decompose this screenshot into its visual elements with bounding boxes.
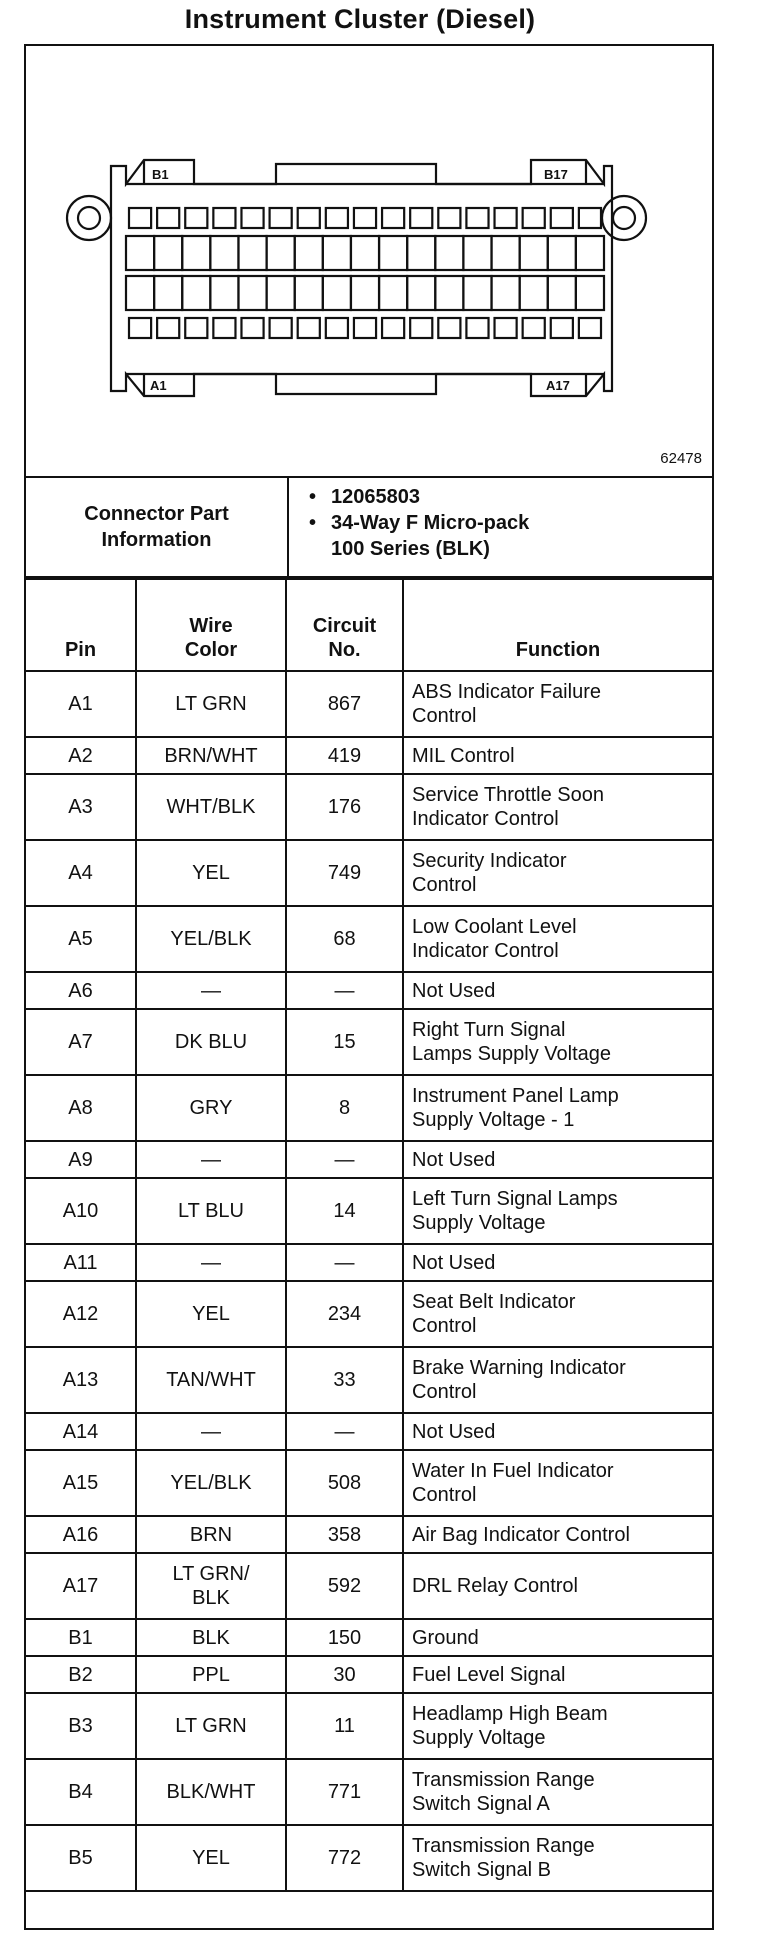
terminal-row-2 [126,236,604,270]
terminal-cavity [407,236,435,270]
terminal-cavity [579,318,601,338]
table-row [26,1825,712,1891]
cell-circuit: 150 [286,1619,403,1656]
cell-pin: A17 [26,1553,136,1619]
terminal-cavity [298,208,320,228]
cell-circuit: 11 [286,1693,403,1759]
terminal-cavity [241,318,263,338]
cell-wire-color: PPL [136,1656,286,1693]
terminal-cavity [435,276,463,310]
cell-circuit: — [286,1141,403,1178]
cell-pin: A15 [26,1450,136,1516]
terminal-cavity [182,276,210,310]
table-row [26,906,712,972]
cell-function: DRL Relay Control [403,1553,712,1619]
cell-function: Seat Belt Indicator Control [403,1281,712,1347]
cell-wire-color: BRN [136,1516,286,1553]
terminal-cavity [182,236,210,270]
table-row [26,1281,712,1347]
cell-wire-color: YEL [136,840,286,906]
cell-wire-color: LT BLU [136,1178,286,1244]
terminal-cavity [157,318,179,338]
cell-wire-color: YEL [136,1825,286,1891]
terminal-cavity [551,208,573,228]
connector-label-line1: Connector Part [84,503,229,525]
terminal-cavity [154,276,182,310]
table-row [26,1141,712,1178]
cell-pin: A8 [26,1075,136,1141]
terminal-cavity [351,236,379,270]
cell-function: Left Turn Signal Lamps Supply Voltage [403,1178,712,1244]
terminal-cavity [520,276,548,310]
cell-pin: A13 [26,1347,136,1413]
terminal-cavity [382,318,404,338]
left-mount-hole [78,207,100,229]
cell-pin: B2 [26,1656,136,1693]
cell-circuit: — [286,1413,403,1450]
connector-info-label [26,478,289,576]
terminal-cavity [495,208,517,228]
cell-circuit: 234 [286,1281,403,1347]
terminal-cavity [523,318,545,338]
table-row [26,671,712,737]
cell-pin: A9 [26,1141,136,1178]
table-row [26,1244,712,1281]
connector-sheet [24,44,714,1930]
cell-wire-color: LT GRN [136,671,286,737]
terminal-cavity [326,208,348,228]
terminal-cavity [267,276,295,310]
terminal-cavity [354,208,376,228]
terminal-cavity [213,318,235,338]
pinout-table [26,578,712,1892]
connector-label-line2: Information [101,529,212,551]
terminal-row-a [129,318,601,338]
terminal-row-b [129,208,601,228]
cell-function: Not Used [403,1244,712,1281]
terminal-cavity [295,236,323,270]
cell-function: Brake Warning Indicator Control [403,1347,712,1413]
terminal-cavity [492,276,520,310]
cell-function: Air Bag Indicator Control [403,1516,712,1553]
cell-pin: A4 [26,840,136,906]
cell-wire-color: — [136,1413,286,1450]
connector-part-number: • 12065803 [331,484,712,510]
terminal-cavity [435,236,463,270]
cell-circuit: 176 [286,774,403,840]
right-mount-ear [602,196,646,240]
cell-function: Not Used [403,972,712,1009]
cell-function: ABS Indicator Failure Control [403,671,712,737]
cell-function: Not Used [403,1141,712,1178]
terminal-cavity [495,318,517,338]
terminal-cavity [129,208,151,228]
label-b1: B1 [152,167,169,182]
connector-drawing [26,46,711,476]
terminal-cavity [492,236,520,270]
cell-pin: B3 [26,1693,136,1759]
terminal-cavity [129,318,151,338]
connector-info-row [26,478,712,578]
cell-circuit: 772 [286,1825,403,1891]
connector-description-line1: • 34-Way F Micro-pack [331,510,712,536]
figure-number: 62478 [660,450,702,467]
terminal-cavity [551,318,573,338]
table-row [26,1075,712,1141]
cell-function: Water In Fuel Indicator Control [403,1450,712,1516]
cell-wire-color: LT GRN [136,1693,286,1759]
terminal-cavity [323,236,351,270]
terminal-cavity [379,236,407,270]
cell-wire-color: TAN/WHT [136,1347,286,1413]
terminal-cavity [295,276,323,310]
cell-wire-color: BLK [136,1619,286,1656]
table-row [26,1413,712,1450]
cell-circuit: 358 [286,1516,403,1553]
cell-circuit: 8 [286,1075,403,1141]
terminal-cavity [466,318,488,338]
cell-circuit: — [286,972,403,1009]
terminal-cavity [466,208,488,228]
header-wire-color: Wire Color [136,579,286,671]
terminal-cavity [267,236,295,270]
terminal-cavity [238,236,266,270]
connector-body-outline [111,160,612,396]
cell-wire-color: — [136,972,286,1009]
terminal-cavity [410,318,432,338]
terminal-row-3 [126,276,604,310]
terminal-cavity [323,276,351,310]
cell-pin: B1 [26,1619,136,1656]
cell-function: Fuel Level Signal [403,1656,712,1693]
table-row [26,1450,712,1516]
cell-pin: A16 [26,1516,136,1553]
table-row [26,1516,712,1553]
terminal-cavity [241,208,263,228]
label-a17: A17 [546,378,570,393]
cell-wire-color: WHT/BLK [136,774,286,840]
table-row [26,1759,712,1825]
terminal-cavity [438,208,460,228]
cell-wire-color: — [136,1141,286,1178]
cell-pin: A6 [26,972,136,1009]
terminal-cavity [270,208,292,228]
cell-circuit: 14 [286,1178,403,1244]
table-row [26,1009,712,1075]
header-function: Function [403,579,712,671]
cell-circuit: 508 [286,1450,403,1516]
terminal-cavity [270,318,292,338]
cell-pin: A7 [26,1009,136,1075]
cell-pin: B5 [26,1825,136,1891]
table-row [26,774,712,840]
cell-circuit: 15 [286,1009,403,1075]
cell-function: Instrument Panel Lamp Supply Voltage - 1 [403,1075,712,1141]
cell-circuit: 30 [286,1656,403,1693]
terminal-cavity [298,318,320,338]
terminal-cavity [407,276,435,310]
terminal-cavity [238,276,266,310]
table-row [26,737,712,774]
connector-info-values [289,478,712,576]
table-header-row [26,579,712,671]
cell-wire-color: LT GRN/ BLK [136,1553,286,1619]
table-row [26,1347,712,1413]
label-b17: B17 [544,167,568,182]
terminal-cavity [463,276,491,310]
terminal-cavity [126,236,154,270]
terminal-cavity [382,208,404,228]
connector-diagram [26,46,712,478]
cell-function: MIL Control [403,737,712,774]
table-row [26,1178,712,1244]
cell-wire-color: BRN/WHT [136,737,286,774]
terminal-cavity [548,236,576,270]
label-a1: A1 [150,378,167,393]
cell-wire-color: GRY [136,1075,286,1141]
page-title: Instrument Cluster (Diesel) [184,4,536,34]
header-circuit-no: Circuit No. [286,579,403,671]
cell-circuit: — [286,1244,403,1281]
cell-circuit: 771 [286,1759,403,1825]
terminal-cavity [523,208,545,228]
terminal-cavity [379,276,407,310]
cell-circuit: 419 [286,737,403,774]
cell-pin: A2 [26,737,136,774]
cell-circuit: 749 [286,840,403,906]
terminal-cavity [438,318,460,338]
cell-pin: A12 [26,1281,136,1347]
terminal-cavity [154,236,182,270]
cell-pin: A5 [26,906,136,972]
terminal-cavity [210,236,238,270]
terminal-cavity [579,208,601,228]
cell-function: Security Indicator Control [403,840,712,906]
connector-description-line2: 100 Series (BLK) [331,538,490,560]
terminal-cavity [210,276,238,310]
left-mount-ear [67,196,111,240]
cell-function: Headlamp High Beam Supply Voltage [403,1693,712,1759]
right-mount-hole [613,207,635,229]
cell-wire-color: BLK/WHT [136,1759,286,1825]
terminal-cavity [576,236,604,270]
terminal-cavity [463,236,491,270]
terminal-cavity [576,276,604,310]
terminal-cavity [157,208,179,228]
cell-wire-color: — [136,1244,286,1281]
cell-circuit: 33 [286,1347,403,1413]
cell-pin: A11 [26,1244,136,1281]
cell-function: Not Used [403,1413,712,1450]
terminal-cavity [520,236,548,270]
cell-pin: A1 [26,671,136,737]
table-row [26,1553,712,1619]
terminal-cavity [185,208,207,228]
cell-function: Service Throttle Soon Indicator Control [403,774,712,840]
terminal-cavity [410,208,432,228]
cell-wire-color: DK BLU [136,1009,286,1075]
cell-function: Transmission Range Switch Signal A [403,1759,712,1825]
cell-function: Ground [403,1619,712,1656]
cell-wire-color: YEL/BLK [136,906,286,972]
cell-circuit: 68 [286,906,403,972]
table-row [26,972,712,1009]
terminal-cavity [126,276,154,310]
terminal-cavity [185,318,207,338]
terminal-cavity [213,208,235,228]
cell-wire-color: YEL [136,1281,286,1347]
cell-function: Right Turn Signal Lamps Supply Voltage [403,1009,712,1075]
header-pin: Pin [26,579,136,671]
table-row [26,1619,712,1656]
cell-function: Transmission Range Switch Signal B [403,1825,712,1891]
cell-pin: B4 [26,1759,136,1825]
table-row [26,840,712,906]
cell-pin: A10 [26,1178,136,1244]
cell-pin: A14 [26,1413,136,1450]
terminal-cavity [354,318,376,338]
cell-pin: A3 [26,774,136,840]
cell-circuit: 592 [286,1553,403,1619]
cell-function: Low Coolant Level Indicator Control [403,906,712,972]
table-row [26,1693,712,1759]
cell-circuit: 867 [286,671,403,737]
table-row [26,1656,712,1693]
terminal-cavity [326,318,348,338]
cell-wire-color: YEL/BLK [136,1450,286,1516]
terminal-cavity [351,276,379,310]
terminal-cavity [548,276,576,310]
